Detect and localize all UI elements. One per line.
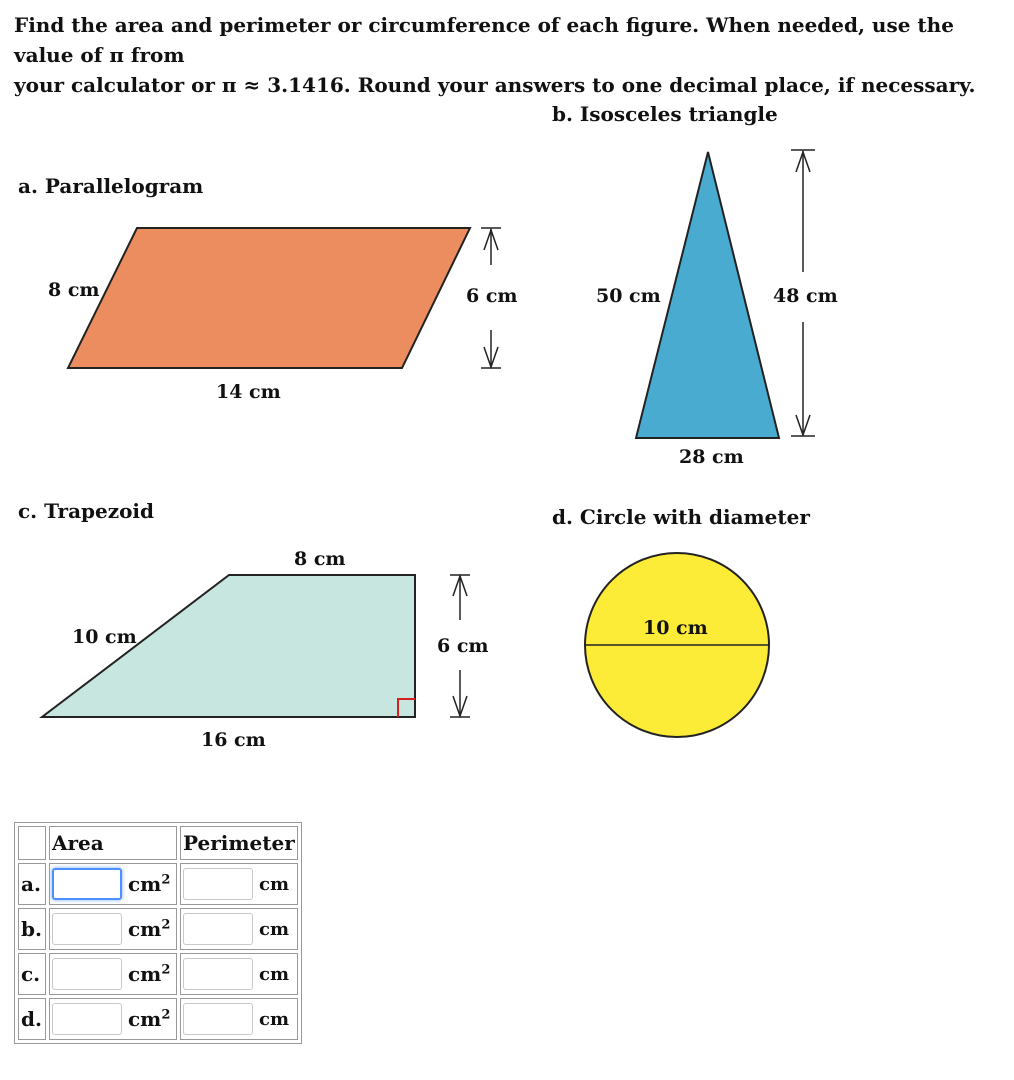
trapezoid-height-label: 6 cm xyxy=(437,635,489,657)
parallelogram-side-label: 8 cm xyxy=(48,279,100,301)
perimeter-cell xyxy=(180,863,298,905)
answer-row-a xyxy=(18,863,298,905)
trapezoid-base-label: 16 cm xyxy=(201,729,266,751)
answer-table xyxy=(14,822,302,1044)
figure-b-title: b. Isosceles triangle xyxy=(552,102,778,126)
area-unit: $cm^2$ xyxy=(128,917,171,941)
perimeter-input-d[interactable] xyxy=(183,1003,253,1035)
perimeter-column-header: Perimeter xyxy=(180,826,298,860)
perimeter-unit: cm xyxy=(259,918,290,940)
area-cell xyxy=(49,908,177,950)
instructions-line-2: your calculator or π ≈ 3.1416. Round your answers to one decimal place, if necessary. xyxy=(14,73,976,97)
parallelogram-height-label: 6 cm xyxy=(466,285,518,307)
header-blank-cell xyxy=(18,826,46,860)
answer-row-b xyxy=(18,908,298,950)
perimeter-unit: cm xyxy=(259,1008,290,1030)
perimeter-cell xyxy=(180,908,298,950)
area-input-c[interactable] xyxy=(52,958,122,990)
circle-diameter-label: 10 cm xyxy=(643,617,708,639)
answer-table-header xyxy=(18,826,298,860)
perimeter-unit: cm xyxy=(259,873,290,895)
area-input-d[interactable] xyxy=(52,1003,122,1035)
perimeter-cell xyxy=(180,953,298,995)
perimeter-unit: cm xyxy=(259,963,290,985)
area-cell xyxy=(49,953,177,995)
answer-row-c xyxy=(18,953,298,995)
parallelogram-base-label: 14 cm xyxy=(216,381,281,403)
row-label: a. xyxy=(18,863,46,905)
figure-a-title: a. Parallelogram xyxy=(18,174,204,198)
triangle-height-label: 48 cm xyxy=(773,285,838,307)
figure-c-title: c. Trapezoid xyxy=(18,499,155,523)
area-column-header: Area xyxy=(49,826,177,860)
trapezoid-slant-label: 10 cm xyxy=(72,626,137,648)
perimeter-cell xyxy=(180,998,298,1040)
parallelogram-shape xyxy=(68,228,470,368)
area-cell xyxy=(49,998,177,1040)
row-label: d. xyxy=(18,998,46,1040)
row-label: c. xyxy=(18,953,46,995)
area-unit: $cm^2$ xyxy=(128,872,171,896)
area-input-b[interactable] xyxy=(52,913,122,945)
area-input-a[interactable] xyxy=(52,868,122,900)
area-unit: $cm^2$ xyxy=(128,962,171,986)
perimeter-input-a[interactable] xyxy=(183,868,253,900)
perimeter-input-b[interactable] xyxy=(183,913,253,945)
row-label: b. xyxy=(18,908,46,950)
answer-row-d xyxy=(18,998,298,1040)
triangle-side-label: 50 cm xyxy=(596,285,661,307)
area-unit: $cm^2$ xyxy=(128,1007,171,1031)
area-cell xyxy=(49,863,177,905)
trapezoid-top-label: 8 cm xyxy=(294,548,346,570)
instructions-line-1: Find the area and perimeter or circumference of each figure. When needed, use the value of π from xyxy=(14,13,954,67)
figure-d-title: d. Circle with diameter xyxy=(552,505,810,529)
perimeter-input-c[interactable] xyxy=(183,958,253,990)
triangle-base-label: 28 cm xyxy=(679,446,744,468)
